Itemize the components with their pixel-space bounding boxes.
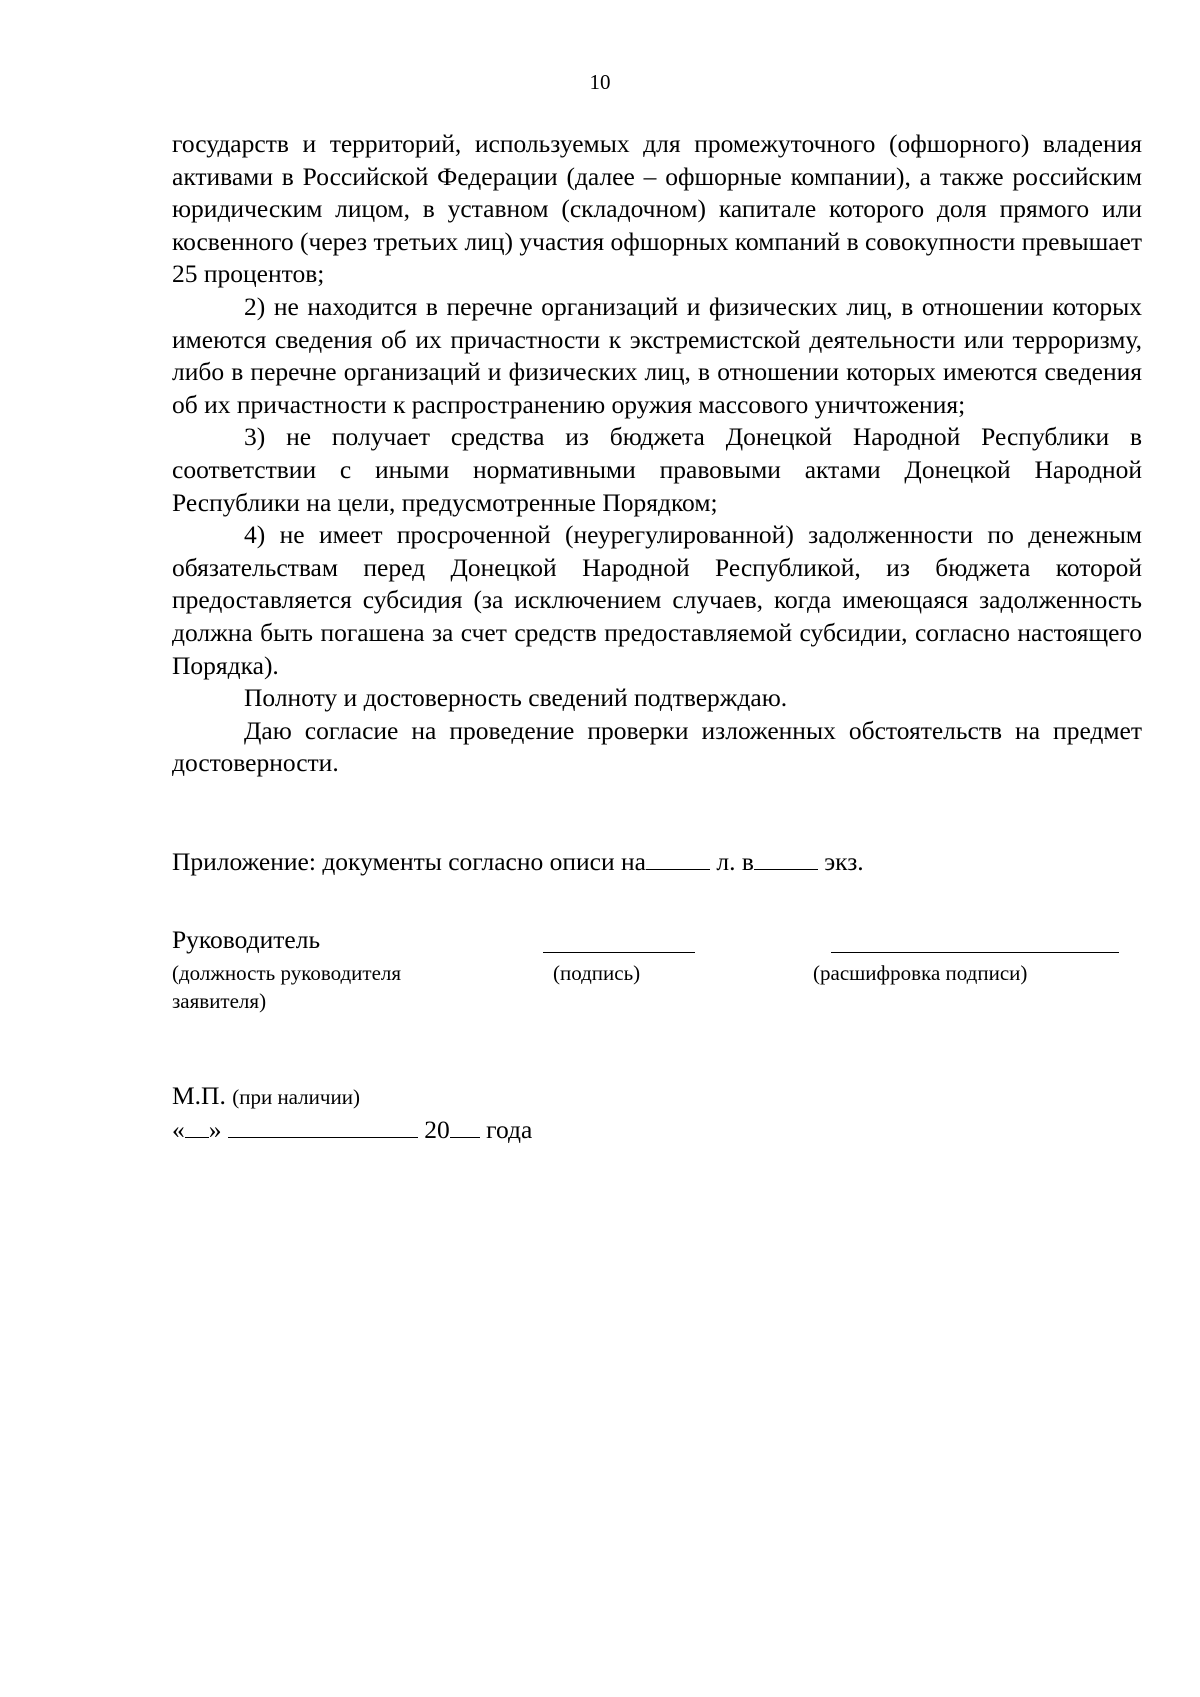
day-blank [185,1115,209,1138]
document-body [172,128,1142,780]
month-blank [228,1115,418,1138]
year-suffix: года [479,1115,533,1144]
paragraph-confirmation: Полноту и достоверность сведений подтверждаю. [244,683,788,713]
copies-blank [754,847,818,870]
signature-decoding-line [831,952,1119,953]
paragraph-item-4: 4) не имеет просроченной (неурегулированной) задолженности по денежным обязательствам перед Донецкой Народной Республикой, из бюджета которой предоставляется субсидия (за исключением случаев, когда имеющаяся задолженность должна быть погашена за счет средств предоставляемой субсидии, согласно настоящего Порядка). [172,520,1142,680]
attachment-middle: л. в [709,847,754,876]
attachment-prefix: Приложение: документы согласно описи на [172,847,646,876]
signature-caption: (подпись) [553,961,641,985]
signature-line [543,952,695,953]
paragraph-item-2: 2) не находится в перечне организаций и физических лиц, в отношении которых имеются сведения об их причастности к экстремистской деятельности или терроризму, либо в перечне организаций и физических лиц, в отношении которых имеются сведения об их причастности к распространению оружия массового уничтожения; [172,291,1142,419]
attachment-suffix: экз. [817,847,864,876]
stamp-label: М.П. [172,1081,226,1110]
date-open-quote: « [172,1115,185,1144]
signature-block [172,925,1142,1025]
paragraph-consent: Даю согласие на проведение проверки изложенных обстоятельств на предмет достоверности. [172,715,1142,778]
paragraph-item-3: 3) не получает средства из бюджета Донецкой Народной Республики в соответствии с иными нормативными правовыми актами Донецкой Народной Республики на цели, предусмотренные Порядком; [172,422,1142,517]
pages-blank [646,847,710,870]
stamp-note: (при наличии) [232,1085,360,1109]
signer-role-caption: (должность руководителя заявителя) [172,961,402,1013]
stamp-line [172,1080,360,1113]
year-prefix: 20 [424,1115,450,1144]
date-line [172,1114,532,1146]
signer-role: Руководитель [172,925,321,954]
paragraph-offshore: государств и территорий, используемых для промежуточного (офшорного) владения активами в Российской Федерации (далее – офшорные компании), а также российским юридическим лицом, в уставном (складочном) капитале которого доля прямого или косвенного (через третьих лиц) участия офшорных компаний в совокупности превышает 25 процентов; [172,129,1142,289]
date-close-quote: » [208,1115,222,1144]
year-blank [450,1115,480,1138]
page-number: 10 [589,70,611,94]
attachment-line [172,846,864,878]
signature-decoding-caption: (расшифровка подписи) [813,961,1028,985]
